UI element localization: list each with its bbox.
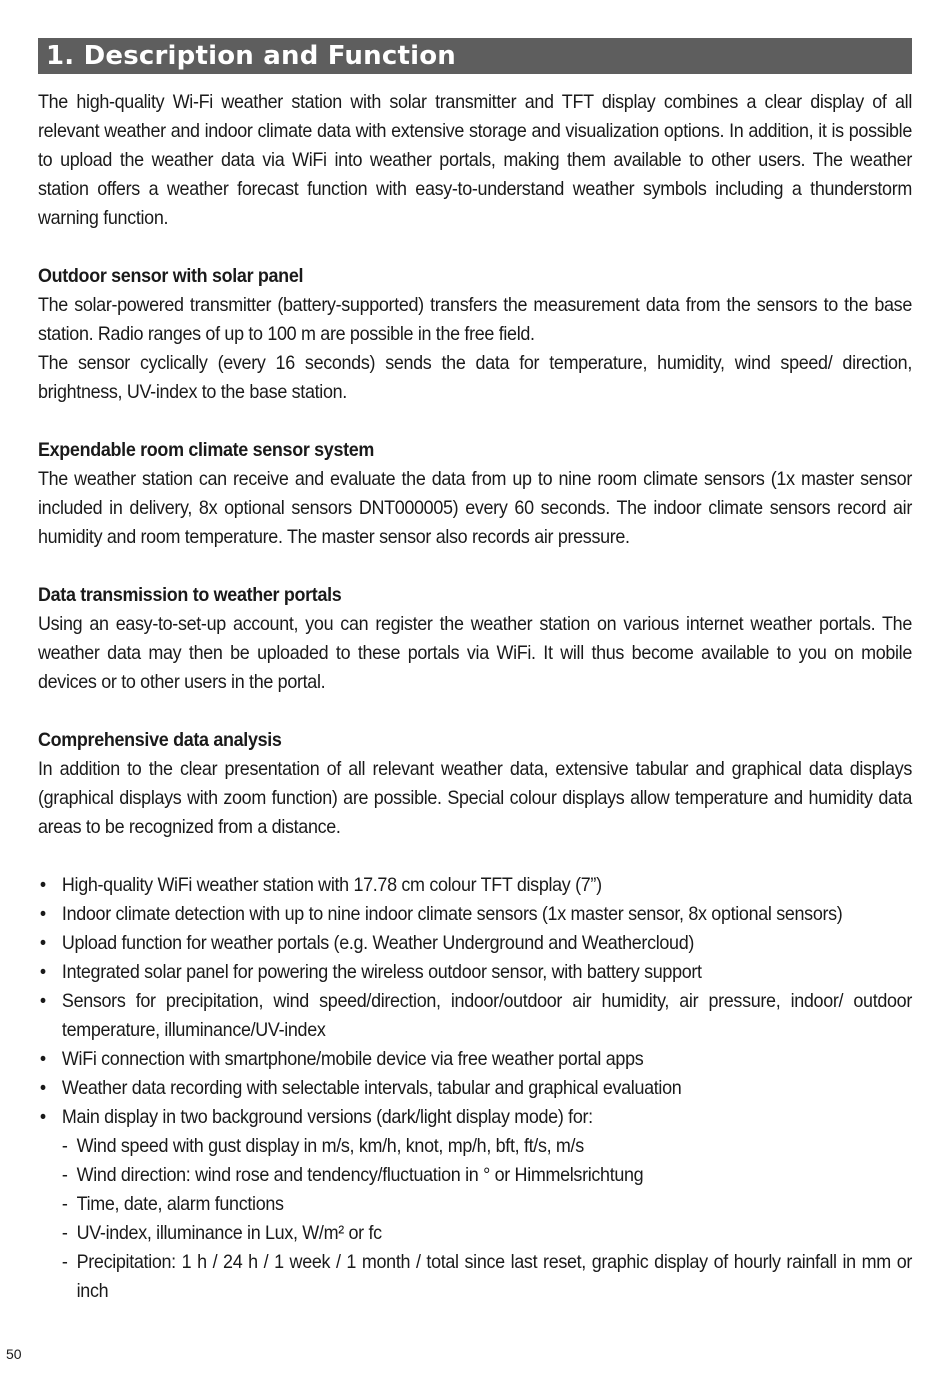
body-text (38, 88, 912, 1306)
manual-page (38, 38, 912, 1306)
display-mode-item: - Wind speed with gust display in m/s, km/h, knot, mp/h, bft, ft/s, m/s (62, 1132, 912, 1161)
display-mode-list (62, 1132, 912, 1306)
outdoor-sensor-heading: Outdoor sensor with solar panel (38, 265, 304, 287)
section-title: 1. Description and Function (46, 41, 456, 71)
feature-item-main-display (38, 1103, 912, 1306)
display-mode-item: - UV-index, illuminance in Lux, W/m² or fc (62, 1219, 912, 1248)
intro-block (38, 88, 912, 233)
feature-item: • WiFi connection with smartphone/mobile device via free weather portal apps (38, 1045, 912, 1074)
display-mode-item: - Time, date, alarm functions (62, 1190, 912, 1219)
feature-item: • Indoor climate detection with up to nine indoor climate sensors (1x master sensor, 8x optional sensors) (38, 900, 912, 929)
feature-item: • Integrated solar panel for powering the wireless outdoor sensor, with battery support (38, 958, 912, 987)
outdoor-sensor-paragraph-2: The sensor cyclically (every 16 seconds) sends the data for temperature, humidity, wind speed/ direction, brightness, UV-index to the base station. (38, 352, 912, 403)
feature-item-label: Main display in two background versions (dark/light display mode) for: (61, 1106, 593, 1128)
feature-item: • High-quality WiFi weather station with 17.78 cm colour TFT display (7”) (38, 871, 912, 900)
intro-paragraph: The high-quality Wi-Fi weather station with solar transmitter and TFT display combines a clear display of all relevant weather and indoor climate data with extensive storage and visualization options. In addition, it is possible to upload the weather data via WiFi into weather portals, making them available to other users. The weather station offers a weather forecast function with easy-to-understand weather symbols including a thunderstorm warning function. (38, 91, 912, 229)
feature-item: • Weather data recording with selectable intervals, tabular and graphical evaluation (38, 1074, 912, 1103)
outdoor-sensor-block (38, 262, 912, 407)
room-climate-paragraph: The weather station can receive and evaluate the data from up to nine room climate sensors (1x master sensor included in delivery, 8x optional sensors DNT000005) every 60 seconds. The indoor climate sensors record air humidity and room temperature. The master sensor also records air pressure. (38, 468, 912, 548)
display-mode-item: - Precipitation: 1 h / 24 h / 1 week / 1 month / total since last reset, graphic display of hourly rainfall in mm or inch (62, 1248, 912, 1306)
page-number: 50 (6, 1346, 22, 1362)
outdoor-sensor-paragraph-1: The solar-powered transmitter (battery-supported) transfers the measurement data from the sensors to the base station. Radio ranges of up to 100 m are possible in the free field. (38, 294, 912, 345)
feature-item: • Sensors for precipitation, wind speed/direction, indoor/outdoor air humidity, air pressure, indoor/ outdoor temperature, illuminance/UV-index (38, 987, 912, 1045)
feature-list (38, 871, 912, 1306)
analysis-heading: Comprehensive data analysis (38, 729, 282, 751)
section-header-bar (38, 38, 912, 74)
feature-item: • Upload function for weather portals (e.g. Weather Underground and Weathercloud) (38, 929, 912, 958)
display-mode-item: - Wind direction: wind rose and tendency/fluctuation in ° or Himmelsrichtung (62, 1161, 912, 1190)
room-climate-block (38, 436, 912, 552)
portals-block (38, 581, 912, 697)
portals-paragraph: Using an easy-to-set-up account, you can register the weather station on various internet weather portals. The weather data may then be uploaded to these portals via WiFi. It will thus become available to you on mobile devices or to other users in the portal. (38, 613, 912, 693)
analysis-block (38, 726, 912, 842)
room-climate-heading: Expendable room climate sensor system (38, 439, 375, 461)
analysis-paragraph: In addition to the clear presentation of all relevant weather data, extensive tabular and graphical data displays (graphical displays with zoom function) are possible. Special colour displays allow temperature and humidity data areas to be recognized from a distance. (38, 758, 912, 838)
portals-heading: Data transmission to weather portals (38, 584, 342, 606)
